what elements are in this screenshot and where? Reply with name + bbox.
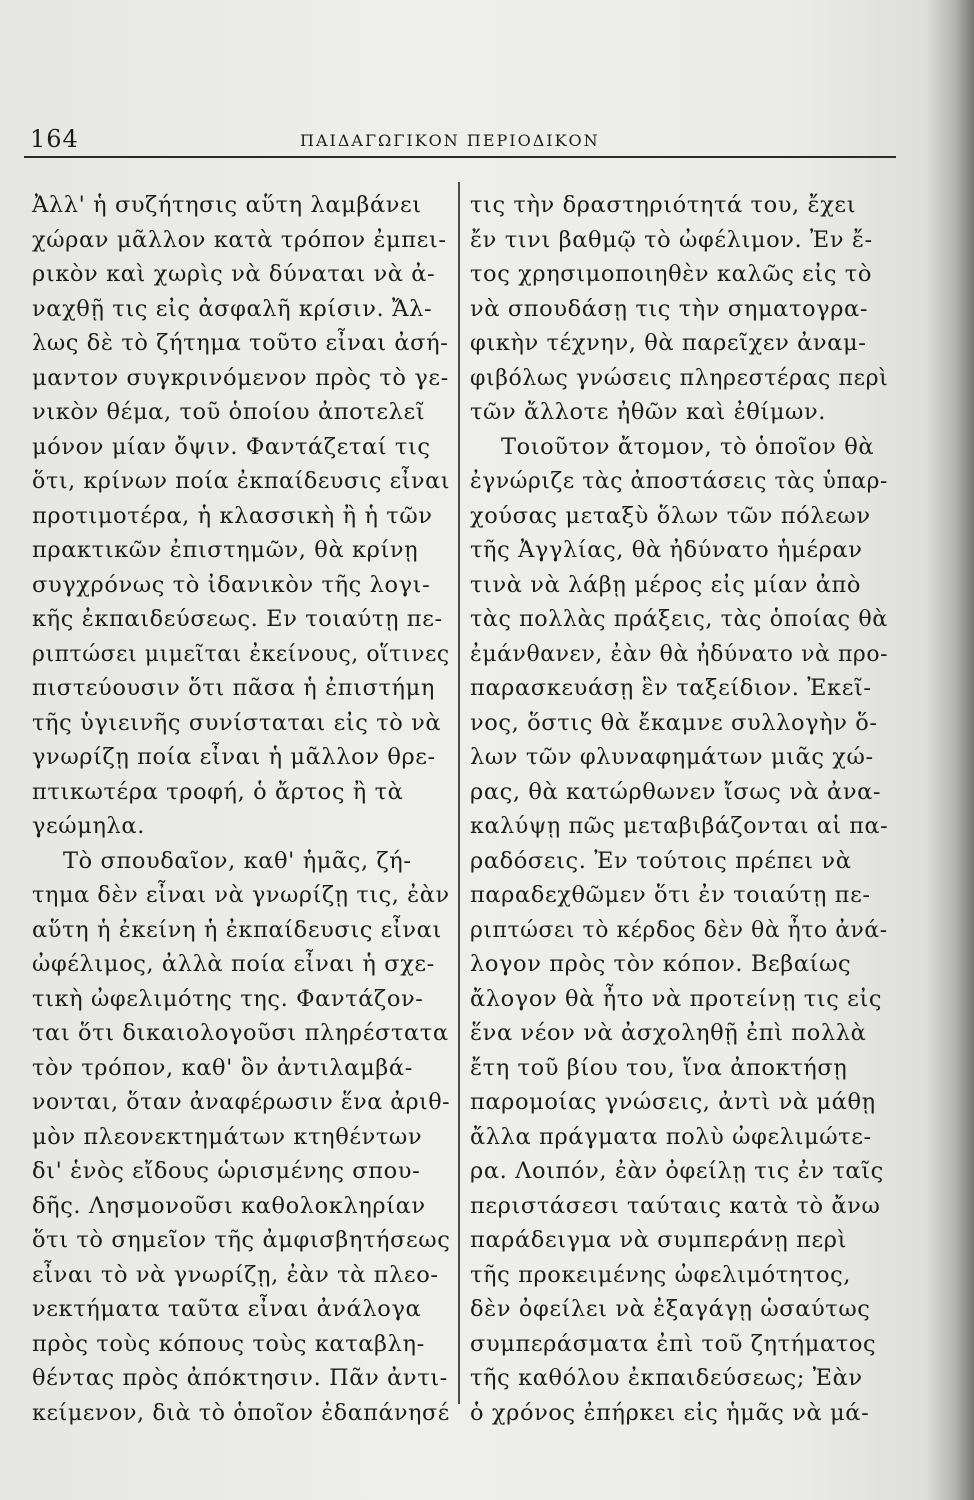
text-line: περιστάσεσι ταύταις κατὰ τὸ ἄνω — [470, 1192, 881, 1219]
text-line: ἔν τινι βαθμῷ τὸ ὠφέλιμον. Ἐν ἔ- — [470, 226, 873, 253]
text-line: εἶναι τὸ νὰ γνωρίζῃ, ἐὰν τὰ πλεο- — [32, 1261, 439, 1288]
text-line: δὲν ὀφείλει νὰ ἐξαγάγῃ ὡσαύτως — [470, 1296, 871, 1322]
text-line: ρας, θὰ κατώρθωνεν ἴσως νὰ ἀνα- — [470, 778, 882, 805]
text-line: λως δὲ τὸ ζήτημα τοῦτο εἶναι ἀσή- — [32, 330, 449, 356]
text-line: πτικωτέρα τροφή, ὁ ἄρτος ἢ τὰ — [32, 778, 404, 805]
text-line: ἄλλα πράγματα πολὺ ὠφελιμώτε- — [470, 1123, 872, 1150]
text-line: ὅτι τὸ σημεῖον τῆς ἀμφισβητήσεως — [32, 1227, 451, 1253]
text-line: φιβόλως γνώσεις πληρεστέρας περὶ — [470, 364, 889, 391]
text-line: παράδειγμα νὰ συμπεράνῃ περὶ — [470, 1227, 847, 1253]
text-line: συγχρόνως τὸ ἰδανικὸν τῆς λογι- — [32, 571, 431, 598]
text-line: τινὰ νὰ λάβῃ μέρος εἰς μίαν ἀπὸ — [470, 571, 862, 598]
text-line: παραδεχθῶμεν ὅτι ἐν τοιαύτῃ πε- — [470, 882, 871, 908]
text-line: ἐγνώριζε τὰς ἀποστάσεις τὰς ὑπαρ- — [470, 468, 888, 494]
text-line: νικὸν θέμα, τοῦ ὁποίου ἀποτελεῖ — [32, 399, 426, 425]
text-line: ριπτώσει μιμεῖται ἐκείνους, οἵτινες — [32, 640, 450, 667]
text-line: χώραν μᾶλλον κατὰ τρόπον ἐμπει- — [32, 226, 447, 253]
text-line: ὅτι, κρίνων ποία ἐκπαίδευσις εἶναι — [32, 468, 450, 494]
text-line: τικὴ ὠφελιμότης της. Φαντάζον- — [32, 985, 424, 1012]
text-line: ραδόσεις. Ἐν τούτοις πρέπει νὰ — [470, 847, 852, 874]
text-line: τος χρησιμοποιηθὲν καλῶς εἰς τὸ — [470, 261, 872, 287]
running-title: ΠΑΙΔΑΓΩΓΙΚΟΝ ΠΕΡΙΟΔΙΚΟΝ — [300, 131, 600, 150]
text-line: μόνον μίαν ὄψιν. Φαντάζεταί τις — [32, 433, 431, 460]
text-line: τὰς πολλὰς πράξεις, τὰς ὁποίας θὰ — [470, 606, 888, 632]
text-line: πρὸς τοὺς κόπους τοὺς καταβλη- — [32, 1330, 425, 1357]
text-line: παρομοίας γνώσεις, ἀντὶ νὰ μάθῃ — [470, 1089, 876, 1115]
text-line: ὠφέλιμος, ἀλλὰ ποία εἶναι ἡ σχε- — [32, 951, 435, 977]
text-line: ρικὸν καὶ χωρὶς νὰ δύναται νὰ ἀ- — [32, 261, 436, 287]
text-line: ἔτη τοῦ βίου του, ἵνα ἀποκτήσῃ — [470, 1054, 848, 1081]
text-line: νεκτήματα ταῦτα εἶναι ἀνάλογα — [32, 1296, 422, 1322]
text-line: ριπτώσει τὸ κέρδος δὲν θὰ ἦτο ἀνά- — [470, 916, 888, 943]
right-column — [470, 188, 888, 1430]
text-line: Ἀλλ' ἡ συζήτησις αὕτη λαμβάνει — [32, 192, 422, 218]
text-line: θέντας πρὸς ἀπόκτησιν. Πᾶν ἀντι- — [32, 1365, 448, 1391]
text-line: ναχθῇ τις εἰς ἀσφαλῆ κρίσιν. Ἄλ- — [32, 295, 433, 322]
text-line: γεώμηλα. — [32, 813, 145, 839]
text-line: συμπεράσματα ἐπὶ τοῦ ζητήματος — [470, 1330, 877, 1357]
text-line: ἐμάνθανεν, ἐὰν θὰ ἠδύνατο νὰ προ- — [470, 640, 889, 667]
text-line: Τὸ σπουδαῖον, καθ' ἡμᾶς, ζή- — [32, 847, 412, 874]
text-line: τῆς Ἀγγλίας, θὰ ἠδύνατο ἡμέραν — [470, 537, 863, 563]
text-line: μὸν πλεονεκτημάτων κτηθέντων — [32, 1123, 423, 1150]
text-line: ὁ χρόνος ἐπήρκει εἰς ἡμᾶς νὰ μά- — [470, 1399, 870, 1426]
text-line: ται ὅτι δικαιολογοῦσι πληρέστατα — [32, 1020, 449, 1046]
left-column — [32, 188, 450, 1430]
text-line: τις τὴν δραστηριότητά του, ἔχει — [470, 192, 857, 218]
text-line: προτιμοτέρα, ἡ κλασσικὴ ἢ ἡ τῶν — [32, 502, 433, 529]
text-line: ρα. Λοιπόν, ἐὰν ὀφείλῃ τις ἐν ταῖς — [470, 1158, 884, 1184]
text-line: χούσας μεταξὺ ὅλων τῶν πόλεων — [470, 502, 871, 529]
text-line: κείμενον, διὰ τὸ ὁποῖον ἐδαπάνησέ — [32, 1399, 450, 1426]
text-line: κῆς ἐκπαιδεύσεως. Εν τοιαύτῃ πε- — [32, 606, 443, 632]
text-line: καλύψῃ πῶς μεταβιβάζονται αἱ πα- — [470, 813, 889, 839]
text-line: τῆς καθόλου ἐκπαιδεύσεως; Ἐὰν — [470, 1365, 863, 1391]
text-line: τῶν ἄλλοτε ἠθῶν καὶ ἐθίμων. — [470, 399, 827, 425]
page-number: 164 — [30, 125, 79, 153]
text-line: γνωρίζῃ ποία εἶναι ἡ μᾶλλον θρε- — [32, 744, 436, 770]
text-line: ἄλογον θὰ ἦτο νὰ προτείνῃ τις εἰς — [470, 985, 883, 1012]
text-line: νονται, ὅταν ἀναφέρωσιν ἕνα ἀριθ- — [32, 1089, 451, 1115]
text-line: ἕνα νέον νὰ ἀσχοληθῇ ἐπὶ πολλὰ — [470, 1020, 867, 1046]
text-line: τῆς ὑγιεινῆς συνίσταται εἰς τὸ νὰ — [32, 709, 442, 736]
text-line: νὰ σπουδάσῃ τις τὴν σηματογρα- — [470, 295, 869, 322]
text-line: πρακτικῶν ἐπιστημῶν, θὰ κρίνῃ — [32, 537, 419, 563]
text-line: τῆς προκειμένης ὠφελιμότητος, — [470, 1261, 852, 1288]
text-line: Τοιοῦτον ἄτομον, τὸ ὁποῖον θὰ — [470, 433, 875, 460]
text-line: πιστεύουσιν ὅτι πᾶσα ἡ ἐπιστήμη — [32, 675, 435, 701]
binding-shadow — [926, 0, 974, 1500]
text-line: νος, ὅστις θὰ ἔκαμνε συλλογὴν ὅ- — [470, 709, 878, 736]
text-line: τὸν τρόπον, καθ' ὃν ἀντιλαμβά- — [32, 1054, 413, 1081]
text-line: αὕτη ἡ ἐκείνη ἡ ἐκπαίδευσις εἶναι — [32, 916, 442, 943]
text-line: παρασκευάσῃ ἓν ταξείδιον. Ἐκεῖ- — [470, 675, 872, 701]
text-line: φικὴν τέχνην, θὰ παρεῖχεν ἀναμ- — [470, 330, 867, 356]
text-line: λων τῶν φλυναφημάτων μιᾶς χώ- — [470, 744, 874, 770]
text-line: δῆς. Λησμονοῦσι καθολοκληρίαν — [32, 1192, 426, 1219]
header-rule — [24, 156, 896, 158]
text-line: δι' ἑνὸς εἴδους ὡρισμένης σπου- — [32, 1158, 421, 1184]
page-header — [30, 125, 890, 165]
text-line: τημα δὲν εἶναι νὰ γνωρίζῃ τις, ἐὰν — [32, 882, 450, 908]
text-line: μαντον συγκρινόμενον πρὸς τὸ γε- — [32, 364, 449, 391]
column-divider — [458, 182, 460, 1404]
text-line: λογον πρὸς τὸν κόπον. Βεβαίως — [470, 951, 852, 977]
